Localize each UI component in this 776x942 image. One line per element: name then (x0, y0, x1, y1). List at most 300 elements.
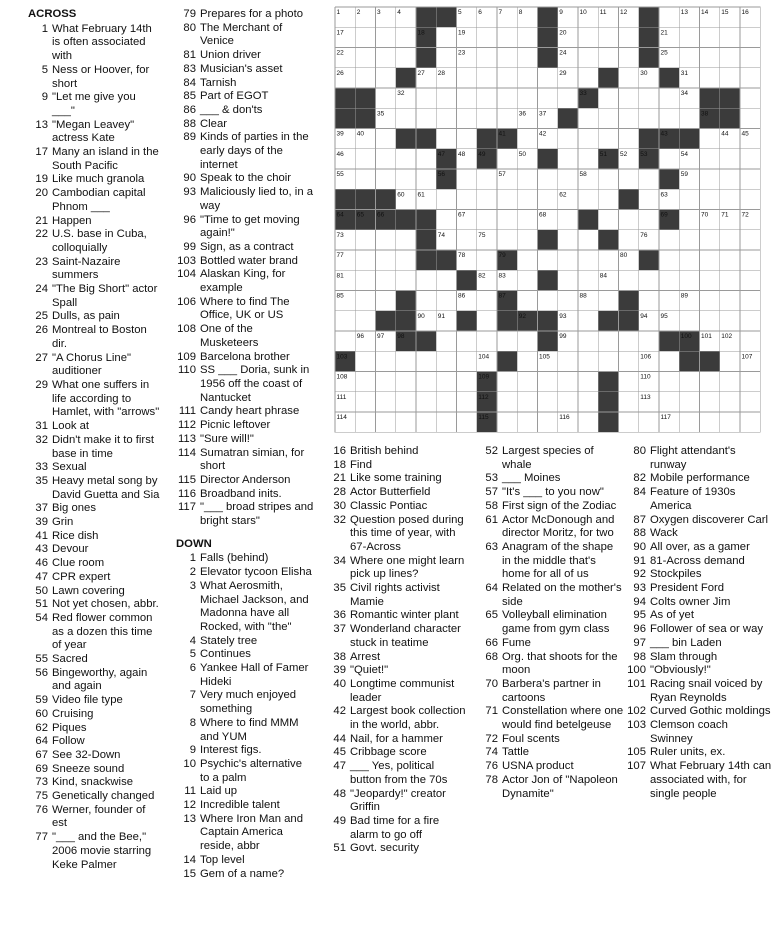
grid-cell[interactable] (436, 88, 456, 108)
clue-item[interactable] (326, 760, 468, 787)
grid-cell[interactable] (659, 108, 679, 128)
grid-cell[interactable] (720, 311, 740, 331)
grid-cell[interactable] (396, 392, 416, 412)
grid-cell[interactable] (578, 392, 598, 412)
grid-cell[interactable] (578, 48, 598, 68)
grid-cell[interactable] (376, 392, 396, 412)
grid-cell[interactable] (538, 412, 558, 432)
clue-item[interactable] (176, 799, 314, 813)
grid-cell[interactable] (578, 270, 598, 290)
grid-cell[interactable] (517, 250, 537, 270)
clue-item[interactable] (176, 474, 314, 488)
clue-item[interactable] (326, 459, 468, 473)
grid-cell[interactable] (477, 27, 497, 47)
grid-cell[interactable] (517, 210, 537, 230)
grid-cell[interactable] (639, 412, 659, 432)
clue-item[interactable] (28, 667, 160, 694)
grid-cell[interactable] (659, 230, 679, 250)
grid-cell[interactable] (679, 189, 699, 209)
clue-item[interactable] (176, 552, 314, 566)
grid-cell[interactable] (720, 48, 740, 68)
grid-cell[interactable] (517, 189, 537, 209)
grid-cell[interactable] (355, 351, 375, 371)
grid-cell[interactable] (558, 88, 578, 108)
grid-cell[interactable] (720, 412, 740, 432)
grid-cell[interactable] (355, 230, 375, 250)
grid-cell[interactable] (619, 412, 639, 432)
clue-item[interactable] (478, 609, 624, 636)
clue-item[interactable] (28, 64, 160, 91)
clue-item[interactable] (176, 255, 314, 269)
grid-cell[interactable] (679, 108, 699, 128)
grid-cell[interactable] (396, 108, 416, 128)
clue-item[interactable] (626, 651, 772, 665)
grid-cell[interactable] (659, 351, 679, 371)
grid-cell[interactable] (700, 392, 720, 412)
grid-cell[interactable] (740, 392, 760, 412)
grid-cell[interactable] (416, 149, 436, 169)
grid-cell[interactable] (477, 210, 497, 230)
grid-cell[interactable] (538, 250, 558, 270)
grid-cell[interactable] (740, 250, 760, 270)
clue-item[interactable] (176, 758, 314, 785)
clue-item[interactable] (176, 744, 314, 758)
grid-cell[interactable] (477, 48, 497, 68)
clue-item[interactable] (28, 119, 160, 146)
grid-cell[interactable] (720, 291, 740, 311)
grid-cell[interactable] (457, 88, 477, 108)
grid-cell[interactable] (578, 351, 598, 371)
grid-cell[interactable] (679, 412, 699, 432)
grid-cell[interactable] (477, 68, 497, 88)
grid-cell[interactable] (396, 412, 416, 432)
grid-cell[interactable] (720, 68, 740, 88)
grid-cell[interactable] (416, 372, 436, 392)
clue-item[interactable] (176, 488, 314, 502)
grid-cell[interactable] (720, 392, 740, 412)
grid-cell[interactable] (477, 291, 497, 311)
grid-cell[interactable] (436, 392, 456, 412)
grid-cell[interactable] (396, 169, 416, 189)
grid-cell[interactable] (538, 68, 558, 88)
grid-cell[interactable] (679, 270, 699, 290)
grid-cell[interactable] (598, 88, 618, 108)
grid-cell[interactable] (558, 291, 578, 311)
grid-cell[interactable] (659, 250, 679, 270)
grid-cell[interactable] (720, 372, 740, 392)
grid-cell[interactable] (619, 230, 639, 250)
grid-cell[interactable] (740, 270, 760, 290)
grid-cell[interactable] (740, 108, 760, 128)
grid-cell[interactable] (355, 250, 375, 270)
clue-item[interactable] (28, 461, 160, 475)
grid-cell[interactable] (517, 372, 537, 392)
grid-cell[interactable] (558, 392, 578, 412)
grid-cell[interactable] (517, 270, 537, 290)
grid-cell[interactable] (416, 291, 436, 311)
clue-item[interactable] (28, 598, 160, 612)
clue-item[interactable] (176, 785, 314, 799)
grid-cell[interactable] (619, 331, 639, 351)
clue-item[interactable] (626, 445, 772, 472)
grid-cell[interactable] (619, 210, 639, 230)
clue-item[interactable] (626, 705, 772, 719)
grid-cell[interactable] (355, 291, 375, 311)
grid-cell[interactable] (679, 210, 699, 230)
grid-cell[interactable] (497, 392, 517, 412)
clue-item[interactable] (176, 635, 314, 649)
clue-item[interactable] (176, 364, 314, 405)
clue-item[interactable] (326, 445, 468, 459)
clue-item[interactable] (176, 172, 314, 186)
clue-item[interactable] (176, 351, 314, 365)
grid-cell[interactable] (578, 412, 598, 432)
clue-item[interactable] (326, 842, 468, 856)
grid-cell[interactable] (436, 189, 456, 209)
grid-cell[interactable] (598, 210, 618, 230)
grid-cell[interactable] (457, 129, 477, 149)
grid-cell[interactable] (659, 291, 679, 311)
clue-item[interactable] (626, 596, 772, 610)
grid-cell[interactable] (538, 88, 558, 108)
clue-item[interactable] (626, 541, 772, 555)
grid-cell[interactable] (578, 149, 598, 169)
grid-cell[interactable] (517, 291, 537, 311)
grid-cell[interactable] (376, 270, 396, 290)
grid-cell[interactable] (376, 48, 396, 68)
grid-cell[interactable] (517, 48, 537, 68)
grid-cell[interactable] (679, 372, 699, 392)
grid-cell[interactable] (376, 250, 396, 270)
grid-cell[interactable] (538, 291, 558, 311)
clue-item[interactable] (626, 623, 772, 637)
grid-cell[interactable] (639, 210, 659, 230)
grid-cell[interactable] (497, 210, 517, 230)
grid-cell[interactable] (700, 291, 720, 311)
grid-cell[interactable] (497, 149, 517, 169)
clue-item[interactable] (326, 705, 468, 732)
clue-item[interactable] (626, 760, 772, 801)
clue-item[interactable] (28, 146, 160, 173)
grid-cell[interactable] (497, 88, 517, 108)
grid-cell[interactable] (416, 88, 436, 108)
grid-cell[interactable] (720, 169, 740, 189)
grid-cell[interactable] (497, 27, 517, 47)
grid-cell[interactable] (416, 351, 436, 371)
grid-cell[interactable] (639, 169, 659, 189)
grid-cell[interactable] (396, 372, 416, 392)
grid-cell[interactable] (598, 108, 618, 128)
grid-cell[interactable] (700, 230, 720, 250)
crossword-grid[interactable] (334, 6, 764, 436)
grid-cell[interactable] (416, 270, 436, 290)
grid-cell[interactable] (538, 392, 558, 412)
grid-cell[interactable] (700, 270, 720, 290)
grid-cell[interactable] (700, 68, 720, 88)
clue-item[interactable] (176, 131, 314, 172)
grid-cell[interactable] (477, 331, 497, 351)
grid-cell[interactable] (436, 372, 456, 392)
clue-item[interactable] (28, 475, 160, 502)
grid-cell[interactable] (598, 27, 618, 47)
grid-cell[interactable] (457, 392, 477, 412)
clue-item[interactable] (626, 582, 772, 596)
grid-cell[interactable] (517, 412, 537, 432)
clue-item[interactable] (626, 568, 772, 582)
grid-cell[interactable] (558, 169, 578, 189)
grid-cell[interactable] (720, 27, 740, 47)
clue-item[interactable] (478, 541, 624, 582)
clue-item[interactable] (176, 566, 314, 580)
clue-item[interactable] (176, 662, 314, 689)
grid-cell[interactable] (558, 270, 578, 290)
clue-item[interactable] (28, 749, 160, 763)
grid-cell[interactable] (740, 68, 760, 88)
clue-item[interactable] (28, 23, 160, 64)
grid-cell[interactable] (517, 331, 537, 351)
grid-cell[interactable] (396, 270, 416, 290)
grid-cell[interactable] (355, 68, 375, 88)
grid-cell[interactable] (396, 48, 416, 68)
clue-item[interactable] (176, 854, 314, 868)
grid-cell[interactable] (578, 27, 598, 47)
grid-cell[interactable] (497, 48, 517, 68)
grid-cell[interactable] (740, 88, 760, 108)
clue-item[interactable] (326, 678, 468, 705)
grid-cell[interactable] (457, 372, 477, 392)
grid-cell[interactable] (740, 48, 760, 68)
clue-item[interactable] (326, 651, 468, 665)
grid-cell[interactable] (376, 291, 396, 311)
grid-cell[interactable] (598, 331, 618, 351)
grid-cell[interactable] (598, 169, 618, 189)
clue-item[interactable] (626, 719, 772, 746)
grid-cell[interactable] (619, 88, 639, 108)
clue-item[interactable] (626, 746, 772, 760)
grid-cell[interactable] (517, 27, 537, 47)
clue-item[interactable] (28, 530, 160, 544)
clue-item[interactable] (326, 582, 468, 609)
clue-item[interactable] (176, 268, 314, 295)
clue-item[interactable] (28, 585, 160, 599)
grid-cell[interactable] (376, 88, 396, 108)
grid-cell[interactable] (457, 189, 477, 209)
grid-cell[interactable] (355, 270, 375, 290)
grid-cell[interactable] (497, 108, 517, 128)
grid-cell[interactable] (720, 270, 740, 290)
clue-item[interactable] (626, 514, 772, 528)
clue-item[interactable] (28, 653, 160, 667)
clue-item[interactable] (478, 746, 624, 760)
clue-item[interactable] (176, 717, 314, 744)
grid-cell[interactable] (376, 412, 396, 432)
grid-cell[interactable] (700, 129, 720, 149)
clue-item[interactable] (28, 502, 160, 516)
grid-cell[interactable] (679, 392, 699, 412)
grid-cell[interactable] (578, 331, 598, 351)
grid-cell[interactable] (538, 169, 558, 189)
grid-cell[interactable] (740, 372, 760, 392)
grid-cell[interactable] (659, 392, 679, 412)
grid-cell[interactable] (720, 149, 740, 169)
grid-cell[interactable] (497, 372, 517, 392)
grid-cell[interactable] (396, 250, 416, 270)
clue-item[interactable] (326, 664, 468, 678)
clue-item[interactable] (28, 735, 160, 749)
grid-cell[interactable] (700, 311, 720, 331)
grid-cell[interactable] (578, 311, 598, 331)
grid-cell[interactable] (477, 88, 497, 108)
grid-cell[interactable] (598, 189, 618, 209)
grid-cell[interactable] (619, 108, 639, 128)
clue-item[interactable] (478, 514, 624, 541)
grid-cell[interactable] (720, 250, 740, 270)
clue-item[interactable] (626, 637, 772, 651)
grid-cell[interactable] (740, 311, 760, 331)
clue-item[interactable] (28, 612, 160, 653)
clue-item[interactable] (478, 637, 624, 651)
clue-item[interactable] (626, 678, 772, 705)
grid-cell[interactable] (598, 351, 618, 371)
grid-cell[interactable] (497, 230, 517, 250)
grid-cell[interactable] (457, 169, 477, 189)
grid-cell[interactable] (558, 351, 578, 371)
grid-cell[interactable] (659, 149, 679, 169)
grid-cell[interactable] (700, 412, 720, 432)
grid-cell[interactable] (355, 169, 375, 189)
grid-cell[interactable] (416, 392, 436, 412)
grid-cell[interactable] (355, 311, 375, 331)
grid-cell[interactable] (538, 189, 558, 209)
grid-cell[interactable] (619, 372, 639, 392)
clue-item[interactable] (326, 472, 468, 486)
grid-cell[interactable] (436, 270, 456, 290)
clue-item[interactable] (28, 420, 160, 434)
clue-item[interactable] (326, 788, 468, 815)
grid-cell[interactable] (416, 169, 436, 189)
grid-cell[interactable] (679, 27, 699, 47)
grid-cell[interactable] (740, 291, 760, 311)
clue-item[interactable] (176, 447, 314, 474)
grid-cell[interactable] (497, 189, 517, 209)
grid-cell[interactable] (355, 48, 375, 68)
grid-cell[interactable] (679, 311, 699, 331)
clue-item[interactable] (28, 215, 160, 229)
clue-item[interactable] (28, 776, 160, 790)
grid-cell[interactable] (436, 48, 456, 68)
grid-cell[interactable] (740, 27, 760, 47)
grid-cell[interactable] (639, 108, 659, 128)
grid-cell[interactable] (457, 108, 477, 128)
grid-cell[interactable] (639, 88, 659, 108)
grid-cell[interactable] (720, 189, 740, 209)
grid-cell[interactable] (416, 108, 436, 128)
clue-item[interactable] (176, 813, 314, 854)
grid-cell[interactable] (538, 372, 558, 392)
grid-cell[interactable] (558, 210, 578, 230)
grid-cell[interactable] (416, 412, 436, 432)
clue-item[interactable] (326, 555, 468, 582)
clue-item[interactable] (176, 77, 314, 91)
clue-item[interactable] (326, 815, 468, 842)
grid-cell[interactable] (558, 149, 578, 169)
grid-cell[interactable] (335, 331, 355, 351)
grid-cell[interactable] (376, 230, 396, 250)
grid-cell[interactable] (376, 149, 396, 169)
grid-cell[interactable] (396, 27, 416, 47)
grid-cell[interactable] (436, 129, 456, 149)
grid-cell[interactable] (558, 129, 578, 149)
grid-cell[interactable] (355, 412, 375, 432)
clue-item[interactable] (28, 543, 160, 557)
grid-cell[interactable] (578, 250, 598, 270)
clue-item[interactable] (326, 514, 468, 555)
clue-item[interactable] (626, 609, 772, 623)
grid-cell[interactable] (558, 250, 578, 270)
clue-item[interactable] (478, 500, 624, 514)
clue-item[interactable] (28, 571, 160, 585)
grid-cell[interactable] (720, 351, 740, 371)
clue-item[interactable] (176, 118, 314, 132)
clue-item[interactable] (28, 91, 160, 118)
grid-cell[interactable] (740, 412, 760, 432)
grid-cell[interactable] (335, 311, 355, 331)
grid-cell[interactable] (497, 331, 517, 351)
grid-cell[interactable] (436, 412, 456, 432)
grid-cell[interactable] (619, 270, 639, 290)
clue-item[interactable] (478, 760, 624, 774)
grid-cell[interactable] (558, 230, 578, 250)
grid-cell[interactable] (457, 68, 477, 88)
clue-item[interactable] (176, 90, 314, 104)
grid-cell[interactable] (740, 189, 760, 209)
grid-cell[interactable] (639, 270, 659, 290)
grid-cell[interactable] (517, 88, 537, 108)
grid-cell[interactable] (578, 68, 598, 88)
clue-item[interactable] (28, 187, 160, 214)
clue-item[interactable] (176, 689, 314, 716)
grid-cell[interactable] (396, 351, 416, 371)
grid-cell[interactable] (355, 372, 375, 392)
grid-cell[interactable] (355, 392, 375, 412)
clue-item[interactable] (176, 214, 314, 241)
grid-cell[interactable] (517, 392, 537, 412)
clue-item[interactable] (326, 746, 468, 760)
clue-item[interactable] (176, 49, 314, 63)
clue-item[interactable] (478, 733, 624, 747)
clue-item[interactable] (176, 22, 314, 49)
clue-item[interactable] (28, 831, 160, 872)
clue-item[interactable] (326, 623, 468, 650)
clue-item[interactable] (478, 678, 624, 705)
clue-item[interactable] (176, 296, 314, 323)
grid-cell[interactable] (639, 291, 659, 311)
grid-cell[interactable] (578, 372, 598, 392)
grid-cell[interactable] (457, 230, 477, 250)
grid-cell[interactable] (457, 351, 477, 371)
grid-cell[interactable] (477, 250, 497, 270)
grid-cell[interactable] (457, 331, 477, 351)
clue-item[interactable] (176, 868, 314, 882)
clue-item[interactable] (28, 324, 160, 351)
grid-cell[interactable] (700, 250, 720, 270)
clue-item[interactable] (28, 256, 160, 283)
grid-cell[interactable] (436, 210, 456, 230)
grid-cell[interactable] (619, 392, 639, 412)
grid-cell[interactable] (679, 230, 699, 250)
clue-item[interactable] (28, 434, 160, 461)
clue-item[interactable] (176, 580, 314, 635)
